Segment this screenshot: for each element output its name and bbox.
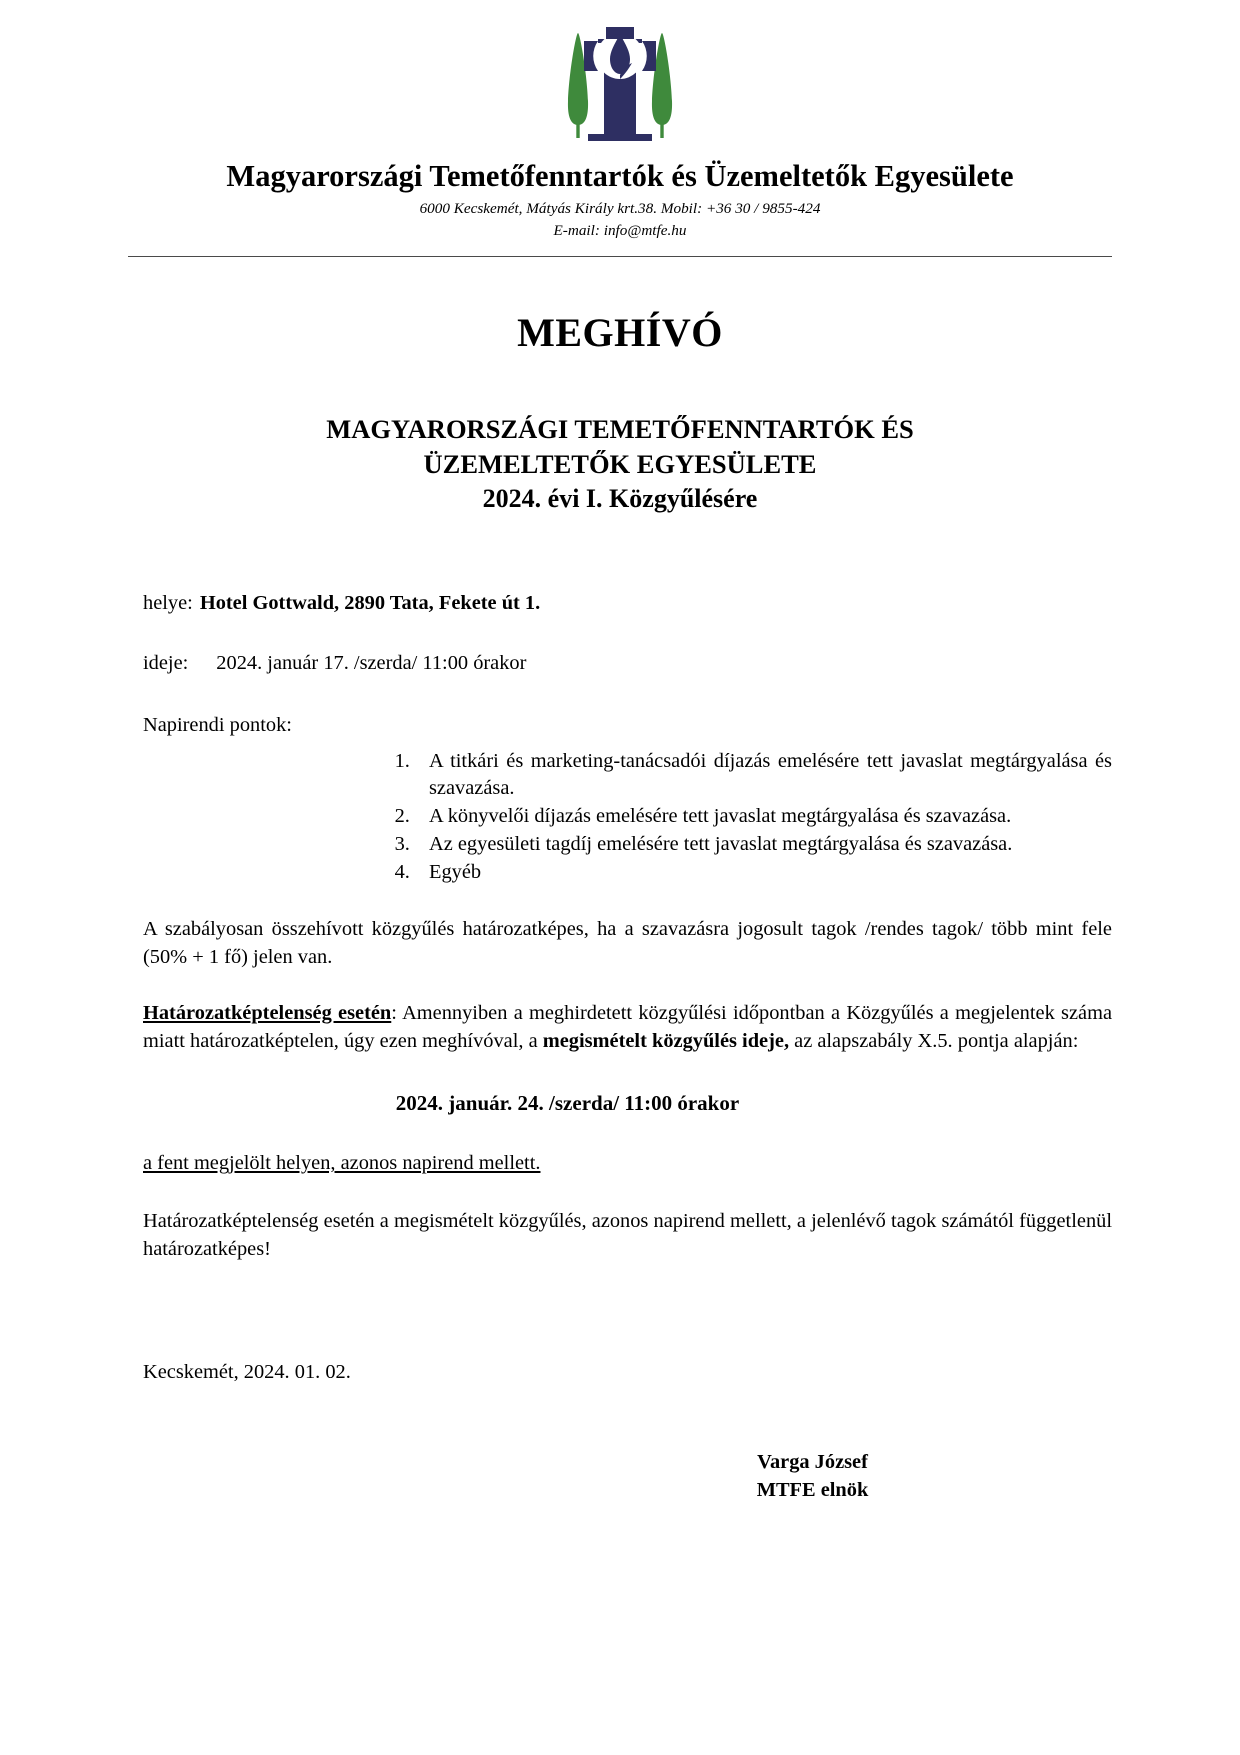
organization-email: E-mail: info@mtfe.hu [553,222,687,240]
agenda-label: Napirendi pontok: [143,713,292,736]
organization-address: 6000 Kecskemét, Mátyás Király krt.38. Mobil: +36 30 / 9855-424 [419,200,821,218]
meeting-time-row [143,650,1112,678]
spacer-above-details [143,516,1112,590]
agenda-list [143,748,1112,887]
signer-name: Varga József [757,1451,868,1474]
organization-logo [0,22,1240,147]
time-label: ideje: [143,652,189,675]
meeting-place-row [143,590,1112,618]
place-label: helye: [143,592,193,615]
inquorate-heading: Határozatképtelenség esetén [143,1001,392,1024]
list-item: 1. A titkári és marketing-tanácsadói díjazás emelésére tett javaslat megtárgyalása és szavazása. [415,748,1112,804]
subject-line-1: MAGYARORSZÁGI TEMETŐFENNTARTÓK ÉS [326,414,914,445]
document-subject [0,412,1240,516]
list-item: 2. A könyvelői díjazás emelésére tett javaslat megtárgyalása és szavazása. [415,803,1112,831]
subject-line-2: ÜZEMELTETŐK EGYESÜLETE [423,449,817,480]
letterhead-divider [128,256,1112,257]
signer-title: MTFE elnök [756,1478,869,1501]
letterhead [0,0,1240,257]
organization-name: Magyarországi Temetőfenntartók és Üzemeltetők Egyesülete [226,159,1014,193]
same-place-note-wrapper [143,1118,1112,1178]
mtfe-logo-candle-with-cypress-trees-icon [554,25,686,147]
time-value: 2024. január 17. /szerda/ 11:00 órakor [216,652,527,675]
repeat-meeting-date: 2024. január. 24. /szerda/ 11:00 órakor [395,1091,740,1116]
inquorate-body-part-2: az alapszabály X.5. pontja alapján: [789,1029,1079,1052]
place-value: Hotel Gottwald, 2890 Tata, Fekete út 1. [199,592,541,615]
same-place-note: a fent megjelölt helyen, azonos napirend mellett. [143,1152,541,1175]
signature-block [143,1449,1112,1504]
inquorate-paragraph [143,1000,1112,1056]
closing-paragraph: Határozatképtelenség esetén a megismételt közgyűlés, azonos napirend mellett, a jelenlévő tagok számától függetlenül határozatképes! [143,1209,1112,1260]
list-item: 4. Egyéb [415,859,1112,887]
subject-line-3: 2024. évi I. Közgyűlésére [482,484,758,514]
inquorate-body-part-1: : Amennyiben a meghirdetett közgyűlési időpontban a Közgyűlés a megjelentek száma miatt határozatképtelen, úgy ezen meghívóval, a [143,1001,1113,1052]
place-and-date: Kecskemét, 2024. 01. 02. [143,1361,351,1384]
list-item: 3. Az egyesületi tagdíj emelésére tett javaslat megtárgyalása és szavazása. [415,831,1112,859]
document-body [143,516,1112,1504]
spacer-between-details [143,618,1112,650]
page-title: MEGHÍVÓ [517,310,723,356]
repeat-meeting-time-label: megismételt közgyűlés ideje, [542,1029,790,1052]
quorum-paragraph: A szabályosan összehívott közgyűlés határozatképes, ha a szavazásra jogosult tagok /rendes tagok/ több mint fele (50% + 1 fő) jelen van. [143,918,1112,969]
